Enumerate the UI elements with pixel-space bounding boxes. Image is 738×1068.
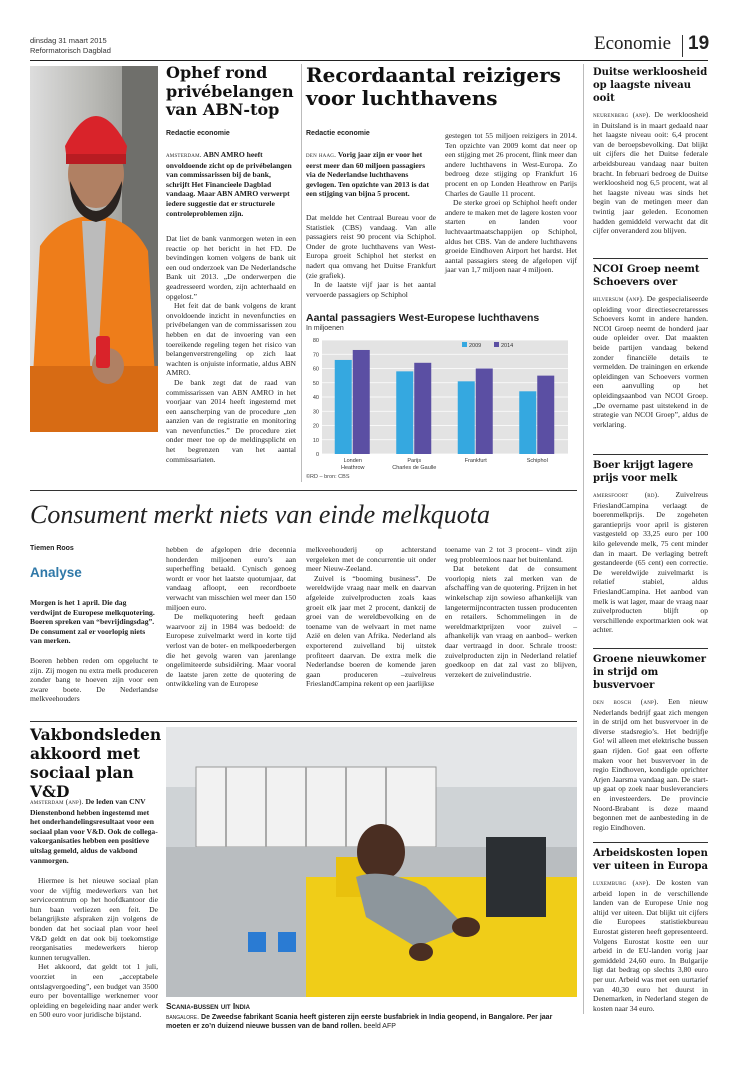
travel-lead-text: Vorig jaar zijn er voor het eerst meer dan 60 miljoen passagiers via de Nederlandse luchthavens gevlogen. Ten opzichte van 2013 is dat een stijging van bijna 5 procent. (306, 150, 429, 199)
column-divider (301, 64, 302, 482)
melk-headline: Consument merkt niets van einde melkquota (30, 500, 490, 529)
legend-swatch (494, 342, 499, 347)
melk-paragraph: Dat betekent dat de consument voorlopig niets zal merken van de afschaffing van de quotering. Prijzen in het winkelschap zijn sowieso afhankelijk van langetermijncontracten tussen producenten en retailers. Schommelingen in de wereldmarktprijzen voor zuivel –afhankelijk van vraag en aanbod– werken daar vertraagd in door. Schrale troost: zuivelproducten zijn in Nederland relatief goedkoop en dat zal vast zo blijven, verzekert de zuivelindustrie. (445, 564, 577, 679)
section-rule (30, 490, 577, 491)
y-tick-label: 10 (312, 437, 319, 444)
brief-divider (593, 454, 708, 455)
y-tick-label: 20 (312, 423, 319, 430)
y-tick-label: 0 (315, 452, 319, 458)
passenger-chart (306, 312, 578, 484)
x-tick-label: Parijs (407, 458, 422, 464)
brief-dateline: amersfoort (rd). (593, 491, 660, 499)
y-tick-label: 70 (312, 352, 319, 359)
chart-title: Aantal passagiers West-Europese luchthavens (306, 312, 540, 324)
brief-divider (593, 648, 708, 649)
bar-2009 (335, 360, 352, 454)
abn-paragraph: Dat liet de bank vanmorgen weten in een reactie op het bericht in het FD. De bevindingen komen volgens de bank uit een oud onderzoek van De Nederlandsche Bank uit 2013. „De onderwerpen die geadresseerd worden, zijn achterhaald en opgelost.” (166, 234, 296, 301)
melk-col4 (445, 545, 577, 679)
brief-dateline: den bosch (anp). (593, 698, 659, 706)
x-tick-label: Frankfurt (464, 458, 487, 464)
travel-paragraph: gestegen tot 55 miljoen reizigers in 2014. Ten opzichte van 2009 komt dat neer op een stijging met 26 procent, flink meer dan andere luchthavens in West-Europa. Zo bedroeg deze stijging op Frankfurt 16 procent en op Londen Heathrow en Parijs Charles de Gaulle 11 procent. (445, 131, 577, 198)
y-tick-label: 30 (312, 409, 319, 416)
brief-dateline: luxemburg (anp). (593, 879, 651, 887)
travel-paragraph: Dat meldde het Centraal Bureau voor de Statistiek (CBS) vandaag. Van alle passagiers reist 90 procent via Schiphol. Onder de grote luchthavens van West-Europa groeit Schiphol het sterkst en nadert qua omvang het Duitse Frankfurt (zie grafiek). (306, 213, 436, 280)
abn-author: Redactie economie (166, 130, 230, 137)
brief-text: De werkloosheid in Duitsland is in maart gedaald naar het laagste niveau ooit: 6,4 procent van de beroepsbevolking. Dat blijkt uit cijfers die het Duitse federale arbeidsbureau vandaag naar buiten bracht. In februari bedroeg de Duitse werkloosheid nog 6,5 procent, wat al het laagste niveau was sinds het begin van de metingen meer dan twintig jaar geleden. Economen hadden gemiddeld verwacht dat dit cijfer onveranderd zou blijven. (593, 110, 708, 236)
brief-title: Arbeidskosten lopen ver uiteen in Europa (593, 848, 708, 872)
bar-2014 (537, 376, 554, 454)
brief-body (593, 110, 708, 236)
travel-paragraph: De sterke groei op Schiphol heeft onder andere te maken met de lagere kosten voor starten en landen voor luchtvaartmaatschappijen op Schiphol, aldus het CBS. Van de andere luchthavens groeide Eindhoven Airport het hardst. Het aantal passagiers steeg de afgelopen vijf jaar van 1,7 miljoen naar 4 miljoen. (445, 198, 577, 275)
travel-author: Redactie economie (306, 130, 370, 137)
travel-headline: Recordaantal reizigers voor luchthavens (306, 63, 561, 110)
melk-col3 (306, 545, 436, 689)
legend-label: 2009 (469, 343, 482, 349)
brief-divider (593, 842, 708, 843)
scania-caption-text (166, 1013, 577, 1031)
bar-2009 (519, 391, 536, 454)
brief-title: Duitse werkloosheid op laagste niveau ooit (593, 67, 708, 104)
brief-text: De kosten van arbeid lopen in de verschillende landen van de Europese Unie nog altijd ver uiteen. Dat blijkt uit cijfers die Europees statistiekbureau Eurostat gisteren heeft gepresenteerd. Volgens Eurostat kostte een uur arbeid in de EU-landen vorig jaar gemiddeld 24,60 euro. In Bulgarije ligt dat bedrag op slechts 3,80 euro per uur. Arbeid was met een uurtarief van 40,30 euro het duurst in Denemarken, in Nederland stegen de kosten naar 34 euro. (593, 878, 708, 1013)
vd-paragraph: Het akkoord, dat geldt tot 1 juli, voorziet in een „acceptabele ontslagvergoeding”, een budget van 3500 euro per boventallige werknemer voor opleiding en begeleiding naar ander werk en 500 euro voor juridische bijstand. (30, 962, 158, 1020)
scania-caption-title: Scania-bussen uit India (166, 1001, 250, 1011)
chart-plot (306, 336, 578, 478)
melk-author: Tiemen Roos (30, 545, 74, 552)
masthead-paper: Reformatorisch Dagblad (30, 46, 111, 55)
brief-title: NCOI Groep neemt Schoevers over (593, 264, 700, 288)
brief-body (593, 878, 708, 1013)
abn-dateline: amsterdam. (166, 151, 202, 159)
brief-text: De gespecialiseerde opleiding voor directiesecretaresses Schoevers komt in andere handen. NCOI Groep neemt de honderd jaar oude opleider over. Dat maakten beide partijen vandaag bekend zonder financiële details te vermelden. De trainingen en erkende opleidingen van Schoevers vormen een aanvulling op het opleidingsaanbod van NCOI Groep. „De overname past uitstekend in de strategie van NCOI Groep”, aldus de verklaring. (593, 294, 709, 429)
y-tick-label: 40 (312, 395, 319, 401)
abn-lead (166, 150, 296, 218)
x-tick-label: Heathrow (340, 465, 365, 471)
bar-2009 (396, 371, 413, 454)
x-tick-label: Londen (343, 458, 362, 464)
x-tick-label: Charles de Gaulle (392, 465, 437, 471)
bar-2014 (353, 350, 370, 454)
man-with-soda-photo (30, 66, 158, 432)
abn-paragraph: De bank zegt dat de raad van commissarissen van ABN AMRO in het voorjaar van 2014 heeft ingestemd met een aanscherping van de procedure „ten aanzien van de registratie en monitoring van nevenfuncties.” De procedure ziet onder meer toe op de meldingsplicht en het begrenzen van het aantal commissariaten. (166, 377, 296, 464)
brief-item (593, 455, 708, 648)
brief-body (593, 294, 708, 429)
brief-dateline: neurenberg (anp). (593, 111, 651, 119)
brief-item (593, 66, 708, 258)
brief-item (593, 649, 708, 842)
brief-text: Zuivelreus FrieslandCampina verlaagt de boerenmelkprijs. De zogeheten garantieprijs voor april is gisteren vastgesteld op 33,25 euro per 100 kilo gelevende melk, 75 cent minder dan in maart. De verlaging betreft gestandeerde (65 cent) een correctie. De wereldwijde zuivelmarkt is relatief stabiel, aldus FrieslandCampina. Het aanbod van melk is wat lager, maar de vraag naar zuivelproducten blijft op verschillende exportmarkten ook wat achter. (593, 490, 708, 635)
melk-paragraph: melkveehouderij op achterstand vergeleken met de concurrentie uit onder meer Nieuw-Zeeland. (306, 545, 436, 574)
scania-caption-dateline: bangalore. (166, 1014, 200, 1021)
melk-paragraph: toename van 2 tot 3 procent– vindt zijn weg probleemloos naar het buitenland. (445, 545, 577, 564)
legend-swatch (462, 342, 467, 347)
vd-lead (30, 797, 158, 865)
brief-body (593, 697, 708, 832)
bar-2009 (458, 381, 475, 454)
melk-label: Analyse (30, 565, 82, 580)
scania-credit: beeld AFP (363, 1023, 396, 1030)
vd-dateline: amsterdam (anp). (30, 798, 84, 806)
chart-subtitle: In miljoenen (306, 325, 344, 332)
scania-caption-body: De Zweedse fabrikant Scania heeft gisteren zijn eerste busfabriek in India geopend, in Bangalore. Per jaar moeten er zo’n duizend nieuwe bussen van de band rollen. (166, 1014, 553, 1030)
y-tick-label: 60 (312, 366, 319, 373)
brief-divider (593, 258, 708, 259)
brief-body (593, 490, 708, 635)
vd-lead-text: De leden van CNV Dienstenbond hebben ingestemd met het onderhandelingsresultaat voor een sociaal plan voor V&D. Ook de collega-vakorganisaties hebben een positieve uitslag gemeld, aldus de vakbond vanmorgen. (30, 797, 158, 865)
briefs-column (593, 66, 708, 1013)
travel-lead (306, 150, 436, 199)
abn-lead-text: ABN AMRO heeft onvoldoende zicht op de privébelangen van commissarissen bij de bank, schrijft Het Financieele Dagblad vandaag. Maar ABN AMRO verwerpt iedere suggestie dat er structurele controleproblemen zijn. (166, 150, 292, 218)
abn-paragraph: Het feit dat de bank volgens de krant onvoldoende inzicht in nevenfuncties en privébelangen van de commissarissen zou hebben en dat de invoering van een toereikende regeling tegen het risico van belangenverstrengeling op zich laat wachten is onjuiste informatie, aldus ABN AMRO. (166, 301, 296, 378)
travel-paragraph: In de laatste vijf jaar is het aantal vervoerde passagiers op Schiphol (306, 280, 436, 299)
melk-paragraph: hebben de afgelopen drie decennia honderden miljoenen euro’s aan superheffing betaald. Cynisch genoeg wordt er voor het laatste quotumjaar, dat vandaag afloopt, een recordboete verwacht van misschien wel meer dan 150 miljoen euro. (166, 545, 296, 612)
travel-body-col1 (306, 213, 436, 299)
masthead-divider (682, 35, 683, 57)
section-rule (30, 721, 577, 722)
melk-paragraph: De melkquotering heeft gedaan waarvoor zij in 1984 was bedoeld: de Europese zuivelmarkt werd in korte tijd verlost van de boter- en melkpoederbergen die het gevolg waren van jarenlange ongelimiteerde subsidiëring. Maar vooral de laatste jaren zette de quotering de ontwikkeling van de Europese (166, 612, 296, 689)
melk-lead: Morgen is het 1 april. Die dag verdwijnt de Europese melkquotering. Boeren spreken van “bevrijdingsdag”. De consument zal er voorlopig niets van merken. (30, 598, 155, 646)
column-divider (583, 64, 584, 1014)
bar-2014 (414, 363, 431, 454)
scania-factory-photo (166, 727, 577, 997)
scania-caption (166, 1001, 577, 1031)
brief-item (593, 259, 708, 454)
melk-paragraph: Zuivel is “booming business”. De wereldwijde vraag naar melk en daarvan afgeleide zuivelproducten zoals kaas groeit elk jaar met 2 procent, dankzij de groei van de wereldbevolking en de toename van de welvaart in met name Azië en delen van Afrika. Nederland als exporterend zuivelland bij uitstek profiteert daarvan. De extra melk die Nederlandse boeren de komende jaren gaan produceren –zuivelreus FrieslandCampina rekent op een jaarlijkse (306, 573, 436, 689)
brief-dateline: hilversum (anp). (593, 295, 645, 303)
masthead-date: dinsdag 31 maart 2015 (30, 36, 107, 45)
abn-headline: Ophef rond privébelangen van ABN-top (166, 63, 294, 119)
brief-item (593, 843, 708, 1013)
brief-title: Boer krijgt lagere prijs voor melk (593, 460, 694, 484)
page-number: 19 (688, 33, 710, 54)
abn-body (166, 234, 296, 464)
chart-source: ©RD – bron: CBS (306, 474, 350, 480)
vd-paragraph: Hiermee is het nieuwe sociaal plan voor de vijftig medewerkers van het servicecentrum op het hoofdkantoor die hun baan verliezen een feit. De belangrijkste afspraken zijn volgens de bonden dat het sociaal plan voor heel V&D geldt en dat ook bij toekomstige reorganisaties medewerkers hierop kunnen terugvallen. (30, 876, 158, 962)
melk-col1: Boeren hebben reden om opgelucht te zijn. Zij mogen nu extra melk produceren zonder bang te hoeven zijn voor een zware boete. De Nederlandse melkveehouders (30, 656, 158, 704)
legend-label: 2014 (501, 343, 514, 349)
travel-body-col2 (445, 131, 577, 275)
section-title: Economie (594, 33, 672, 54)
y-tick-label: 50 (312, 380, 319, 387)
melk-col2 (166, 545, 296, 689)
brief-title: Groene nieuwkomer in strijd om busvervoer (593, 654, 707, 691)
travel-dateline: den haag. (306, 151, 337, 159)
vd-headline: Vakbondsleden akkoord met sociaal plan V&D (30, 725, 162, 801)
bar-2014 (476, 369, 493, 455)
brief-text: Een nieuw Nederlands bedrijf gaat zich mengen in de strijd om het busvervoer in de diverse stadsregio’s. Het bedrijfje Go! wil alleen met elektrische bussen gaan rijden. Go! gaat een offerte maken voor het busvervoer in de regio Eindhoven, kondigde oprichter Arjen Jaarsma vandaag aan. De start-up gaat op zoek naar busleveranciers en investeerders. De provincie Noord-Brabant is deze maand begonnen met de aanbesteding in de regio Eindhoven. (593, 697, 708, 832)
y-tick-label: 80 (312, 338, 319, 344)
x-tick-label: Schiphol (526, 458, 548, 464)
vd-body (30, 876, 158, 1020)
masthead-rule (30, 60, 708, 61)
